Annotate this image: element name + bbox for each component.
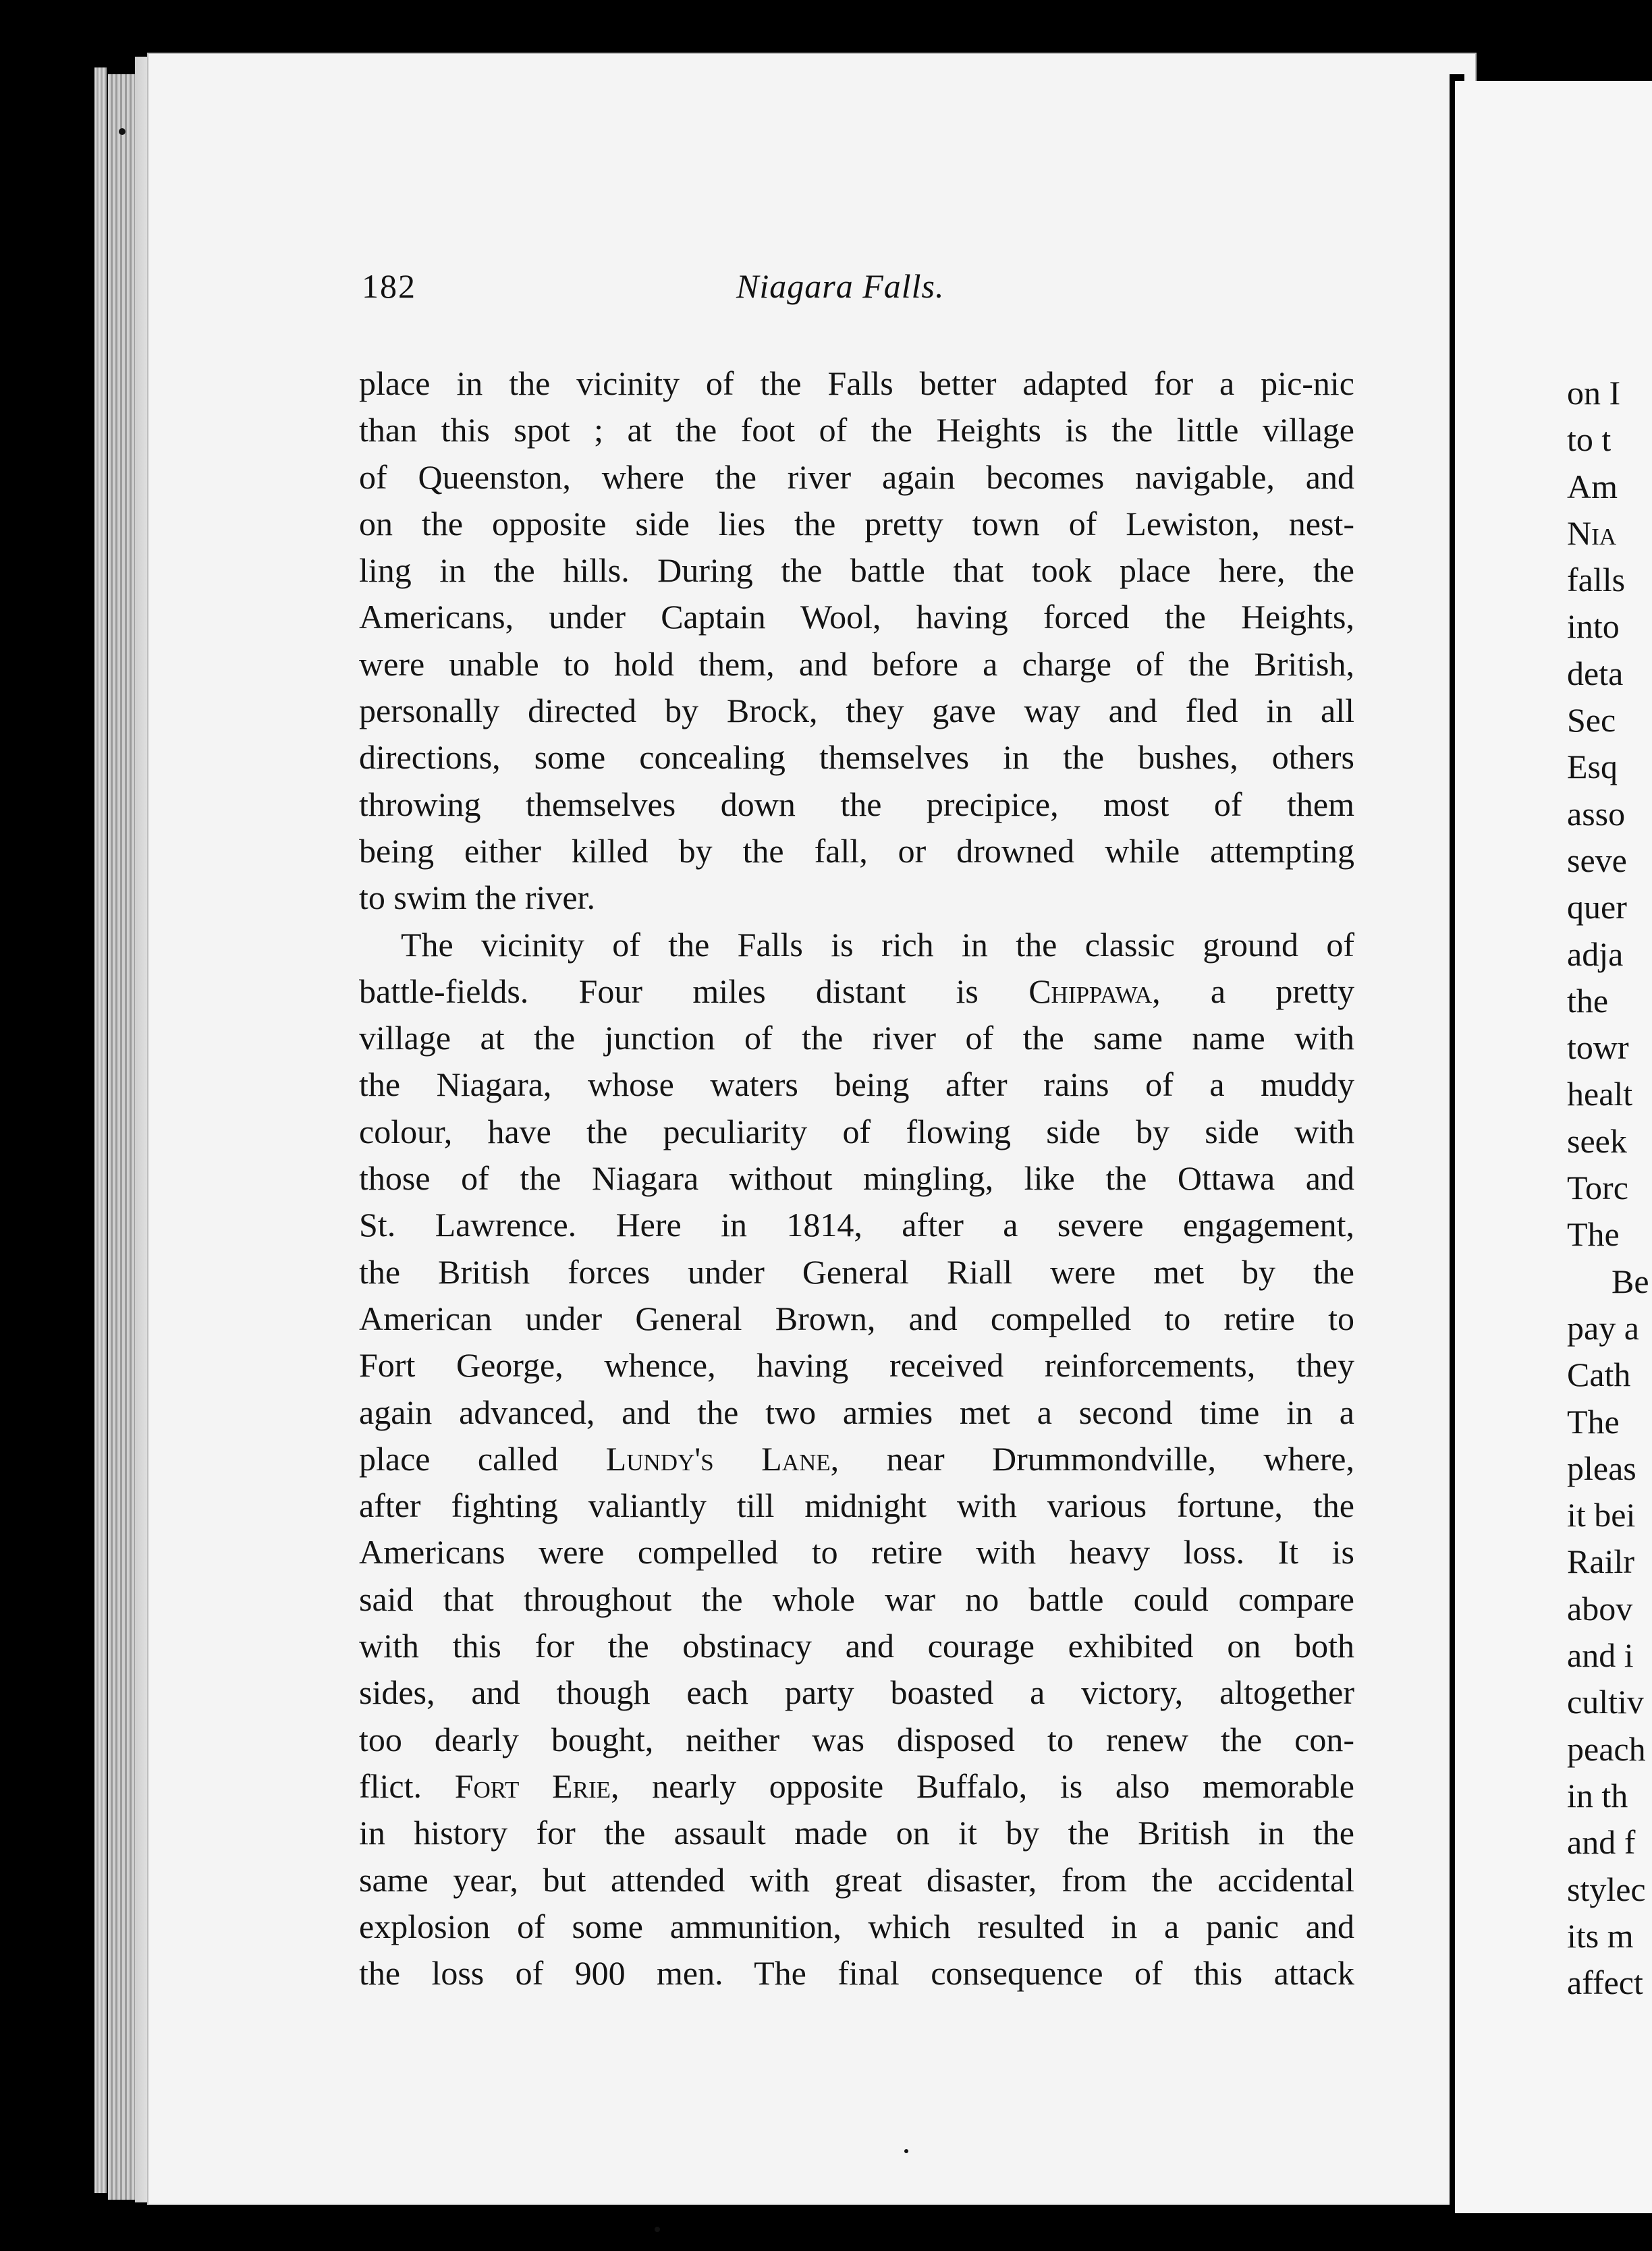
text-line — [359, 1576, 1354, 1623]
right-text-line: in th — [1567, 1776, 1628, 1814]
small-caps-name: Lundy's Lane — [605, 1439, 831, 1478]
text-line — [359, 1389, 1354, 1436]
right-page-body — [1567, 370, 1652, 2006]
right-text-line: pay a — [1567, 1308, 1639, 1347]
text-line — [359, 407, 1354, 453]
line-text: too dearly bought, neither was disposed to renew the con- — [359, 1720, 1354, 1758]
line-text: same year, but attended with great disaster, from the accidental — [359, 1860, 1354, 1899]
right-text-line: peach — [1567, 1729, 1646, 1768]
text-line — [359, 1436, 1354, 1482]
right-text-line: Torc — [1567, 1169, 1628, 1207]
line-text: American under General Brown, and compelled to retire to — [359, 1299, 1354, 1337]
right-text-line: falls — [1567, 561, 1626, 599]
line-text: were unable to hold them, and before a charge of the British, — [359, 644, 1354, 683]
left-page-body — [359, 360, 1354, 1997]
text-line — [359, 968, 1354, 1015]
right-text-line: towr — [1567, 1028, 1629, 1067]
right-text-line: The — [1567, 1215, 1620, 1254]
text-line — [359, 547, 1354, 594]
text-line — [359, 1249, 1354, 1296]
line-text: on the opposite side lies the pretty town of Lewiston, nest- — [359, 504, 1354, 543]
text-line — [359, 688, 1354, 734]
right-text-line: The — [1567, 1402, 1620, 1441]
text-line — [359, 1950, 1354, 1997]
right-text-line: the — [1567, 981, 1609, 1020]
right-text-line: cultiv — [1567, 1683, 1644, 1721]
right-text-line: affect — [1567, 1964, 1643, 2002]
text-line — [359, 1296, 1354, 1342]
line-text: after fighting valiantly till midnight with various fortune, the — [359, 1486, 1354, 1525]
text-line — [359, 1903, 1354, 1950]
page-edges-inner — [108, 74, 135, 2200]
line-text: again advanced, and the two armies met a second time in a — [359, 1393, 1354, 1431]
right-text-line: Cath — [1567, 1356, 1631, 1394]
text-line — [359, 922, 1354, 968]
right-text-line: stylec — [1567, 1870, 1646, 1908]
right-text-line: Railr — [1567, 1543, 1634, 1581]
running-title: Niagara Falls. — [736, 267, 945, 305]
line-text: directions, some concealing themselves in the bushes, others — [359, 738, 1354, 777]
line-text: personally directed by Brock, they gave way and fled in all — [359, 692, 1354, 730]
line-text: the Niagara, whose waters being after rains of a muddy — [359, 1065, 1354, 1104]
speck — [655, 2227, 660, 2232]
line-text: said that throughout the whole war no battle could compare — [359, 1580, 1354, 1618]
line-text: than this spot ; at the foot of the Heights is the little village — [359, 411, 1354, 449]
line-text: place in the vicinity of the Falls better adapted for a pic-nic — [359, 364, 1354, 402]
line-text: Fort George, whence, having received reinforcements, they — [359, 1346, 1354, 1385]
line-text: flict. — [359, 1767, 455, 1805]
line-text: battle-fields. Four miles distant is — [359, 972, 1029, 1010]
line-text: colour, have the peculiarity of flowing side by side with — [359, 1112, 1354, 1150]
speck — [904, 2149, 908, 2153]
text-line — [359, 1857, 1354, 1903]
text-line — [359, 501, 1354, 547]
right-text-line: abov — [1567, 1589, 1633, 1628]
text-line — [359, 454, 1354, 501]
line-text: Americans, under Captain Wool, having forced the Heights, — [359, 598, 1354, 636]
text-line — [359, 1669, 1354, 1716]
line-text-continued: , a pretty — [1152, 972, 1354, 1010]
text-line — [359, 1109, 1354, 1155]
right-text-line: on I — [1567, 374, 1621, 412]
line-text: place called — [359, 1439, 606, 1478]
small-caps-name: Fort Erie — [454, 1767, 611, 1805]
right-text-line: Am — [1567, 467, 1618, 505]
line-text-continued: , nearly opposite Buffalo, is also memorable — [610, 1767, 1354, 1805]
text-line — [359, 1202, 1354, 1248]
small-caps-name: Chippawa — [1028, 972, 1153, 1010]
right-text-line: Be — [1612, 1262, 1649, 1300]
text-line — [359, 1061, 1354, 1108]
right-text-line: seek — [1567, 1121, 1627, 1160]
page-edges — [94, 67, 107, 2193]
text-line — [359, 641, 1354, 688]
line-text-continued: , near Drummondville, where, — [830, 1439, 1354, 1478]
right-text-line: deta — [1567, 654, 1624, 692]
right-text-line: quer — [1567, 888, 1627, 926]
text-line — [359, 360, 1354, 407]
right-text-line: it bei — [1567, 1496, 1636, 1534]
text-line — [359, 1763, 1354, 1810]
line-text: the British forces under General Riall were met by the — [359, 1252, 1354, 1291]
line-text: throwing themselves down the precipice, most of them — [359, 785, 1354, 823]
line-text: with this for the obstinacy and courage exhibited on both — [359, 1627, 1354, 1665]
text-line — [359, 1529, 1354, 1576]
text-line — [359, 1155, 1354, 1202]
text-line — [359, 1810, 1354, 1856]
right-text-line: asso — [1567, 794, 1626, 833]
right-text-line: pleas — [1567, 1449, 1636, 1487]
right-text-line: and i — [1567, 1636, 1634, 1675]
line-text: those of the Niagara without mingling, like the Ottawa and — [359, 1159, 1354, 1198]
text-line — [359, 1342, 1354, 1389]
right-text-line: Sec — [1567, 701, 1616, 740]
line-text: the loss of 900 men. The final consequence of this attack — [359, 1954, 1354, 1993]
right-text-line: adja — [1567, 935, 1624, 973]
text-line — [359, 1623, 1354, 1669]
line-text: being either killed by the fall, or drowned while attempting — [359, 831, 1354, 870]
text-line — [359, 828, 1354, 874]
text-line — [359, 1015, 1354, 1061]
right-text-line: Nia — [1567, 513, 1617, 552]
speck — [119, 128, 126, 135]
running-head — [362, 267, 1347, 321]
text-line — [359, 1482, 1354, 1529]
right-text-line: Esq — [1567, 748, 1618, 786]
text-line — [359, 594, 1354, 640]
line-text: The vicinity of the Falls is rich in the classic ground of — [401, 925, 1354, 964]
right-text-line: to t — [1567, 420, 1612, 459]
right-text-line: into — [1567, 607, 1620, 646]
right-text-line: and f — [1567, 1823, 1636, 1862]
text-line — [359, 874, 1354, 921]
line-text: village at the junction of the river of the same name with — [359, 1019, 1354, 1057]
line-text: St. Lawrence. Here in 1814, after a severe engagement, — [359, 1206, 1354, 1244]
right-text-line: seve — [1567, 841, 1627, 879]
line-text: to swim the river. — [359, 879, 595, 917]
line-text: sides, and though each party boasted a victory, altogether — [359, 1673, 1354, 1712]
line-text: explosion of some ammunition, which resulted in a panic and — [359, 1907, 1354, 1945]
right-text-line: healt — [1567, 1075, 1633, 1113]
line-text: Americans were compelled to retire with heavy loss. It is — [359, 1533, 1354, 1572]
line-text: of Queenston, where the river again becomes navigable, and — [359, 457, 1354, 496]
line-text: in history for the assault made on it by the British in the — [359, 1814, 1354, 1852]
text-line — [359, 1717, 1354, 1763]
line-text: ling in the hills. During the battle that took place here, the — [359, 551, 1354, 590]
right-text-line: its m — [1567, 1916, 1634, 1955]
page-number: 182 — [362, 267, 416, 305]
text-line — [359, 781, 1354, 828]
text-line — [359, 734, 1354, 781]
